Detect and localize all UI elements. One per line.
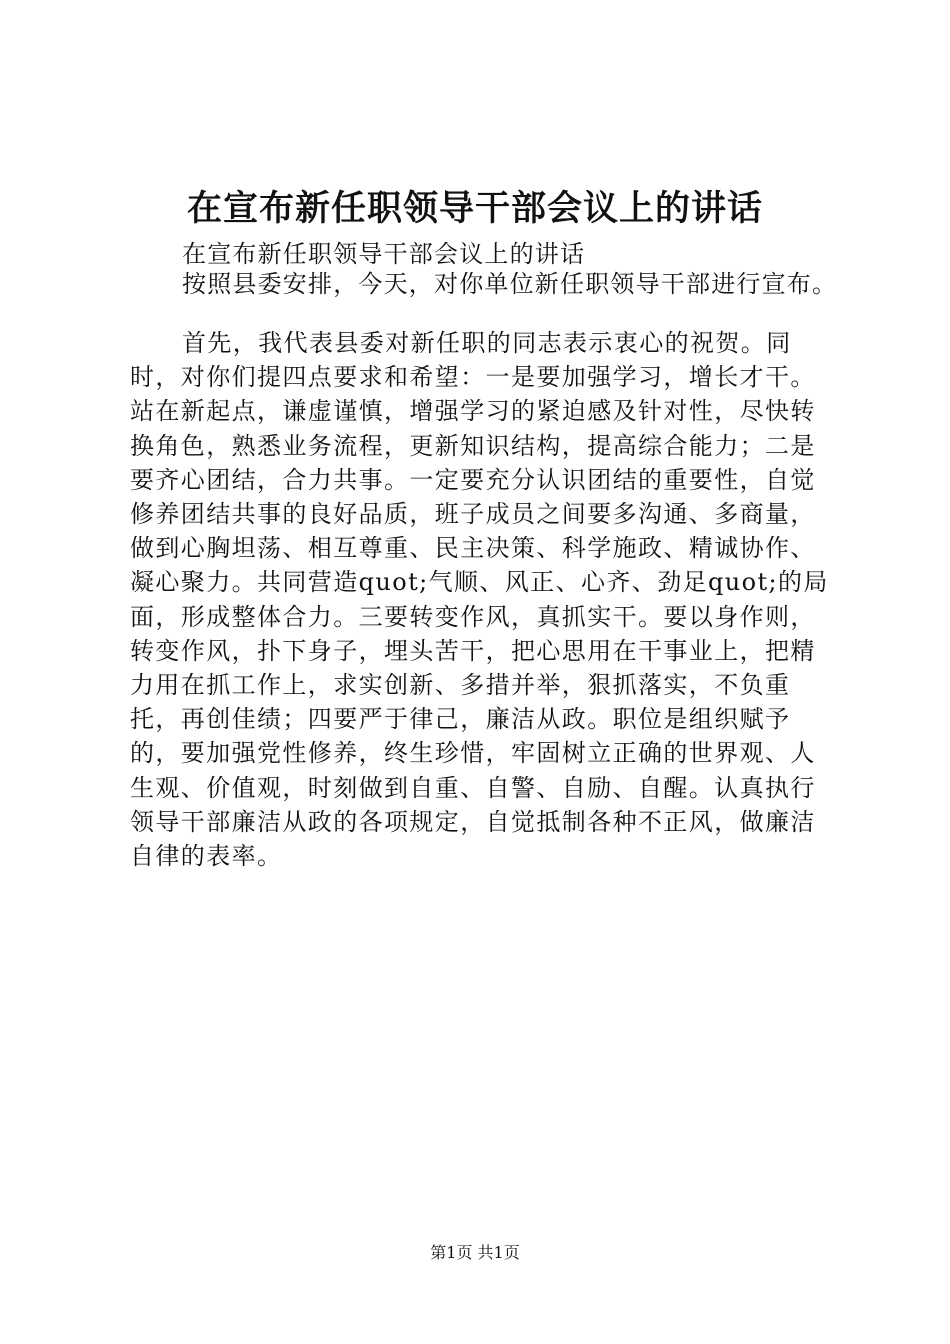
page-footer: 第1页 共1页 — [430, 1243, 520, 1262]
body-paragraph: 首先，我代表县委对新任职的同志表示衷心的祝贺。同时，对你们提四点要求和希望：一是要加强学习，增长才干。站在新起点，谦虚谨慎，增强学习的紧迫感及针对性，尽快转换角色，熟悉业务流程，更新知识结构，提高综合能力；二是要齐心团结，合力共事。一定要充分认识团结的重要性，自觉修养团结共事的良好品质，班子成员之间要多沟通、多商量，做到心胸坦荡、相互尊重、民主决策、科学施政、精诚协作、凝心聚力。共同营造quot;气顺、风正、心齐、劲足quot;的局面，形成整体合力。三要转变作风，真抓实干。要以身作则，转变作风，扑下身子，埋头苦干，把心思用在干事业上，把精力用在抓工作上，求实创新、多措并举，狠抓落实，不负重托，再创佳绩；四要严于律己，廉洁从政。职位是组织赋予的，要加强党性修养，终生珍惜，牢固树立正确的世界观、人生观、价值观，时刻做到自重、自警、自励、自醒。认真执行领导干部廉洁从政的各项规定，自觉抵制各种不正风，做廉洁自律的表率。 — [130, 329, 829, 871]
document-title: 在宣布新任职领导干部会议上的讲话 — [186, 188, 763, 229]
document-subtitle: 在宣布新任职领导干部会议上的讲话 — [182, 240, 586, 268]
intro-paragraph: 按照县委安排，今天，对你单位新任职领导干部进行宣布。 — [182, 270, 838, 298]
